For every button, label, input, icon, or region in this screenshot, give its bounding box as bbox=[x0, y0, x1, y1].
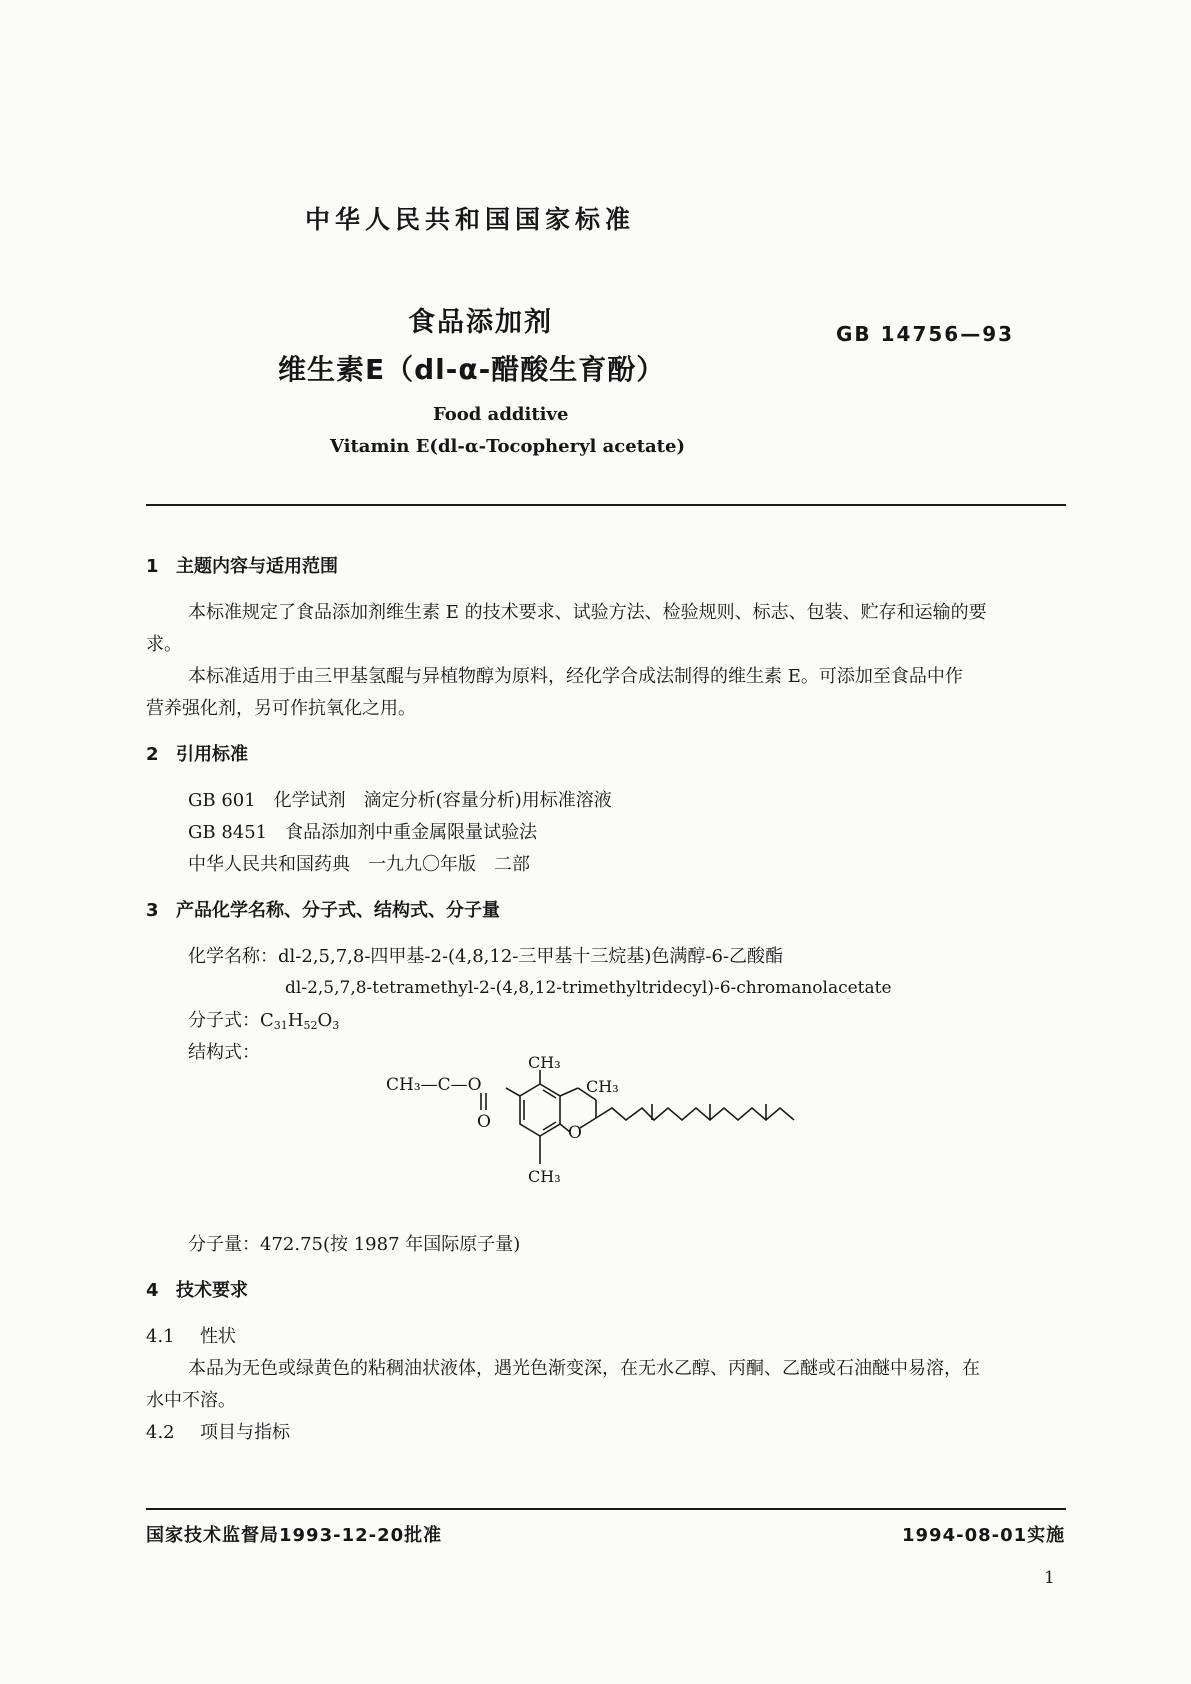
reference-item: GB 8451 食品添加剂中重金属限量试验法 bbox=[188, 822, 538, 843]
english-title-line2: Vitamin E(dl-α-Tocopheryl acetate) bbox=[330, 436, 685, 457]
methyl-top-label: CH₃ bbox=[528, 1053, 561, 1072]
standard-code: GB 14756—93 bbox=[836, 322, 1015, 346]
paragraph-continuation: 水中不溶。 bbox=[146, 1390, 236, 1411]
doc-title-line2: 维生素E（dl-α-醋酸生育酚） bbox=[278, 353, 666, 386]
chemical-name-en: dl-2,5,7,8-tetramethyl-2-(4,8,12-trimethyltridecyl)-6-chromanolacetate bbox=[285, 978, 892, 998]
section-title: 技术要求 bbox=[176, 1280, 248, 1301]
section-number: 2 bbox=[146, 744, 159, 765]
english-title-line1: Food additive bbox=[433, 404, 569, 425]
section-number: 1 bbox=[146, 556, 159, 577]
section-title: 主题内容与适用范围 bbox=[176, 556, 338, 577]
section-number: 4 bbox=[146, 1280, 159, 1301]
paragraph-continuation: 求。 bbox=[146, 634, 182, 655]
reference-item: 中华人民共和国药典 一九九〇年版 二部 bbox=[188, 854, 530, 875]
section-title: 引用标准 bbox=[176, 744, 248, 765]
section-2-heading bbox=[146, 744, 248, 766]
chemical-name-cn: 化学名称：dl-2,5,7,8-四甲基-2-(4,8,12-三甲基十三烷基)色满醇-6-乙酸酯 bbox=[188, 946, 784, 967]
reference-item: GB 601 化学试剂 滴定分析(容量分析)用标准溶液 bbox=[188, 790, 612, 811]
formula-c-count: 31 bbox=[273, 1019, 288, 1032]
methyl-c2-label: CH₃ bbox=[586, 1077, 619, 1096]
acyl-group-label: CH₃—C—O bbox=[386, 1075, 482, 1095]
subsection-4-2-heading bbox=[146, 1422, 290, 1444]
structure-bonds bbox=[481, 1070, 794, 1164]
section-number: 3 bbox=[146, 900, 159, 921]
structure-label: 结构式： bbox=[188, 1042, 260, 1063]
footer-divider bbox=[146, 1508, 1066, 1510]
formula-o: O bbox=[317, 1010, 333, 1031]
carbonyl-oxygen-label: O bbox=[477, 1112, 491, 1132]
formula-h: H bbox=[287, 1010, 304, 1031]
ring-oxygen-label: O bbox=[568, 1123, 582, 1143]
paragraph: 本标准适用于由三甲基氢醌与异植物醇为原料，经化学合成法制得的维生素 E。可添加至食品中作 bbox=[188, 666, 963, 687]
formula-h-count: 52 bbox=[303, 1019, 318, 1032]
national-standard-heading: 中华人民共和国国家标准 bbox=[305, 205, 636, 234]
molecular-formula bbox=[188, 1010, 339, 1032]
subsection-number: 4.1 bbox=[146, 1326, 175, 1347]
paragraph-continuation: 营养强化剂，另可作抗氧化之用。 bbox=[146, 698, 416, 719]
structural-formula bbox=[386, 1053, 820, 1230]
section-title: 产品化学名称、分子式、结构式、分子量 bbox=[176, 900, 500, 921]
approval-info: 国家技术监督局1993-12-20批准 bbox=[146, 1525, 443, 1546]
formula-c: C bbox=[260, 1010, 274, 1031]
implementation-date: 1994-08-01实施 bbox=[902, 1525, 1066, 1546]
page-number: 1 bbox=[1044, 1568, 1055, 1588]
subsection-4-1-heading bbox=[146, 1326, 236, 1348]
molecular-weight: 分子量：472.75(按 1987 年国际原子量) bbox=[188, 1234, 521, 1255]
section-4-heading bbox=[146, 1280, 248, 1302]
paragraph: 本标准规定了食品添加剂维生素 E 的技术要求、试验方法、检验规则、标志、包装、贮存和运输的要 bbox=[188, 602, 987, 623]
methyl-bottom-label: CH₃ bbox=[528, 1167, 561, 1186]
header-divider bbox=[146, 504, 1066, 506]
subsection-number: 4.2 bbox=[146, 1422, 175, 1443]
section-1-heading bbox=[146, 556, 338, 578]
doc-title-line1: 食品添加剂 bbox=[408, 307, 553, 338]
subsection-title: 项目与指标 bbox=[200, 1422, 290, 1443]
formula-label: 分子式： bbox=[188, 1010, 260, 1031]
formula-o-count: 3 bbox=[332, 1019, 340, 1032]
paragraph: 本品为无色或绿黄色的粘稠油状液体，遇光色渐变深，在无水乙醇、丙酮、乙醚或石油醚中易溶，在 bbox=[188, 1358, 980, 1379]
subsection-title: 性状 bbox=[200, 1326, 236, 1347]
section-3-heading bbox=[146, 900, 500, 922]
